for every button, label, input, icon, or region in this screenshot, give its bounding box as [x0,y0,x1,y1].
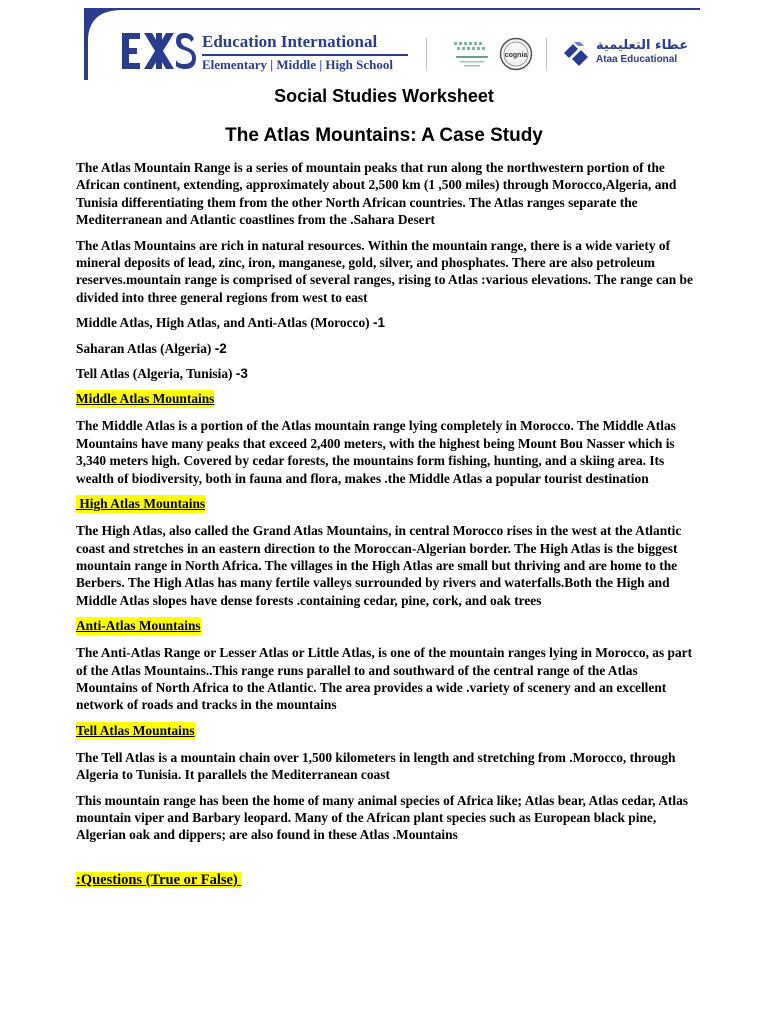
region-text: Middle Atlas, High Atlas, and Anti-Atlas (Morocco) [76,315,370,331]
worksheet-title: Social Studies Worksheet [274,86,494,106]
questions-heading: :Questions (True or False) [76,871,242,888]
region-list-item [76,340,700,357]
questions-heading-row [76,872,700,889]
region-number: -3 [235,366,248,382]
section-paragraph: The High Atlas, also called the Grand Atlas Mountains, in central Morocco rises in the west at the Atlantic coast and stretches in an eastern direction to the Moroccan-Algerian border. The High Atlas is the biggest mountain range in North Africa. The villages in the High Atlas are small but thriving and are home to the Berbers. The High Atlas has many fertile valleys surrounded by rivers and waterfalls.Both the High and Middle Atlas slopes have dense forests .containing cedar, pine, cork, and oak trees [76,523,682,608]
header-divider [546,38,547,70]
cognia-logo-icon [499,37,533,71]
region-number: -2 [214,340,227,356]
section-heading-middle-atlas: Middle Atlas Mountains [76,391,215,407]
region-text: Saharan Atlas (Algeria) [76,340,212,356]
section-heading-anti-atlas: Anti-Atlas Mountains [76,618,201,634]
school-name: Education International [202,32,378,51]
partner-name-arabic: عطاء التعليمية [596,38,689,53]
section-paragraph: The Middle Atlas is a portion of the Atlas mountain range lying completely in Morocco. The Middle Atlas Mountains have many peaks that exceed 2,400 meters, with the highest being Mount Bou Nasser which is 3,340 meters high. Covered by cedar forests, the mountains form fishing, hunting, and a skiing area. Its wealth of biodiversity, both in fauna and flora, makes .the Middle Atlas a popular tourist destination [76,418,676,486]
document-header [84,8,700,80]
region-list-item [76,314,700,331]
section-paragraph: The Tell Atlas is a mountain chain over 1,500 kilometers in length and stretching from .Morocco, through Algeria to Tunisia. It parallels the Mediterranean coast [76,749,676,783]
intro-paragraph: The Atlas Mountain Range is a series of mountain peaks that run along the northwestern portion of the African continent, extending, approximately about 2,500 km (1 ,500 miles) through Morocco,Algeria, and Tunisia differentiating them from the other North African countries. The Atlas ranges separate the Mediterranean and Atlantic coastlines from the .Sahara Desert [76,160,677,228]
case-study-title: The Atlas Mountains: A Case Study [225,125,543,146]
ministry-logo-icon [450,38,494,70]
cognia-label: cognia [504,52,528,59]
intro-paragraph: The Atlas Mountains are rich in natural resources. Within the mountain range, there is a wide variety of mineral deposits of lead, zinc, iron, manganese, gold, silver, and phosphates. There are also petroleum reserves.mountain range is comprised of several ranges, rising to Atlas :various elevations. The range can be divided into three general regions from west to east [76,237,693,305]
eis-logo-icon [122,30,196,72]
region-number: -1 [372,315,385,331]
worksheet-body [76,159,700,889]
section-heading-tell-atlas: Tell Atlas Mountains [76,722,195,738]
school-levels: Elementary | Middle | High School [202,57,393,72]
region-text: Tell Atlas (Algeria, Tunisia) [76,366,233,382]
partner-name-english: Ataa Educational [596,54,678,65]
region-list-item [76,365,700,382]
section-paragraph: This mountain range has been the home of many animal species of Africa like; Atlas bear, Atlas cedar, Atlas mountain viper and Barbary leopard. Many of the African plant species such as European black pine, Algerian oak and dippers; are also found in these Atlas .Mountains [76,792,689,843]
school-name-rule [202,54,408,56]
ataa-logo-icon [562,40,590,66]
section-paragraph: The Anti-Atlas Range or Lesser Atlas or Little Atlas, is one of the mountain ranges lying in Morocco, as part of the Atlas Mountains..This range runs parallel to and southward of the central range of the Atlas Mountains of North Africa to the Atlantic. The area provides a wide .variety of scenery and an excellent network of roads and tracks in the mountains [76,645,693,713]
header-divider [426,38,427,70]
section-heading-high-atlas: High Atlas Mountains [76,496,206,512]
